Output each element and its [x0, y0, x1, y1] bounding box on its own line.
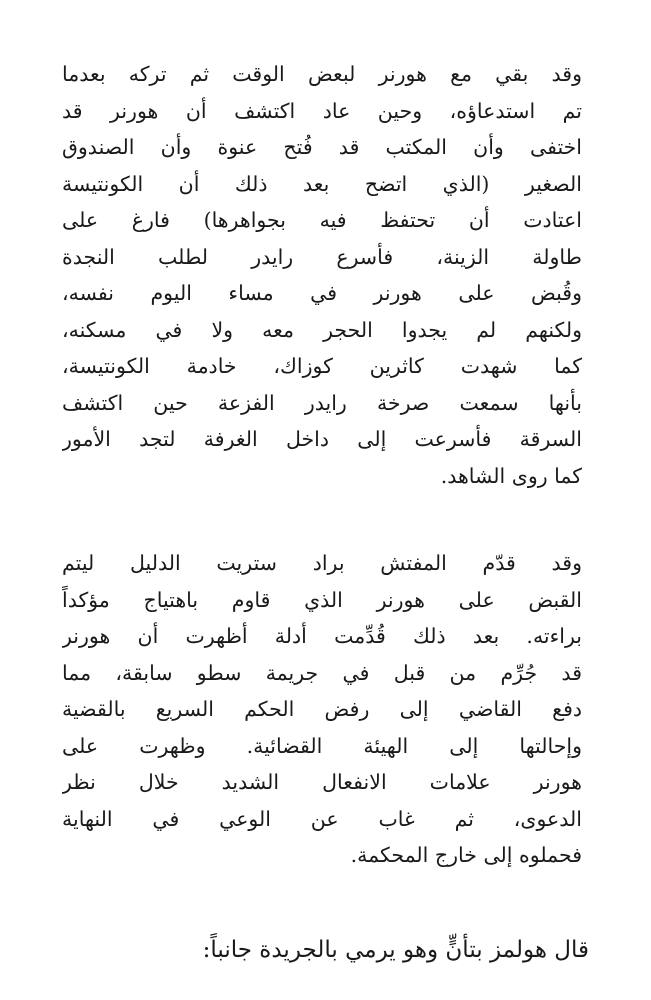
- text-line: تم استدعاؤه، وحين عاد اكتشف أن هورنر قد: [62, 98, 582, 123]
- text-line: الصغير (الذي اتضح بعد ذلك أن الكونتيسة: [62, 171, 582, 196]
- text-line: بأنها سمعت صرخة رايدر الفزعة حين اكتشف: [62, 390, 582, 415]
- text-line: وقُبض على هورنر في مساء اليوم نفسه،: [62, 281, 582, 305]
- text-line: قد جُرِّم من قبل في جريمة سطو سابقة، مما: [62, 660, 582, 685]
- text-line: وإحالتها إلى الهيئة القضائية. وظهرت على: [62, 733, 582, 758]
- closing-line: قال هولمز بتأنٍّ وهو يرمي بالجريدة جانباً:: [202, 937, 589, 963]
- text-line: كما روى الشاهد.: [440, 463, 582, 488]
- text-line: القبض على هورنر الذي قاوم باهتياج مؤكداً: [62, 587, 582, 612]
- text-line: هورنر علامات الانفعال الشديد خلال نظر: [62, 770, 582, 794]
- text-line: دفع القاضي إلى رفض الحكم السريع بالقضية: [62, 697, 582, 721]
- text-line: وقد بقي مع هورنر لبعض الوقت ثم تركه بعدما: [62, 62, 582, 86]
- paragraph-2: [62, 545, 582, 874]
- text-line: كما شهدت كاثرين كوزاك، خادمة الكونتيسة،: [62, 354, 582, 378]
- text-line: السرقة فأسرعت إلى داخل الغرفة لتجد الأمور: [62, 427, 582, 451]
- text-line: وقد قدّم المفتش براد ستريت الدليل ليتم: [62, 551, 582, 575]
- text-line: الدعوى، ثم غاب عن الوعي في النهاية: [62, 806, 582, 831]
- text-line: فحملوه إلى خارج المحكمة.: [350, 843, 582, 867]
- text-line: طاولة الزينة، فأسرع رايدر لطلب النجدة: [62, 244, 582, 269]
- text-line: براءته. بعد ذلك قُدِّمت أدلة أظهرت أن هورنر: [62, 624, 582, 648]
- text-line: اعتادت أن تحتفظ فيه بجواهرها) فارغ على: [62, 208, 582, 232]
- paragraph-1: [62, 56, 582, 494]
- text-line: ولكنهم لم يجدوا الحجر معه ولا في مسكنه،: [62, 317, 582, 342]
- text-line: اختفى وأن المكتب قد فُتح عنوة وأن الصندوق: [62, 135, 582, 159]
